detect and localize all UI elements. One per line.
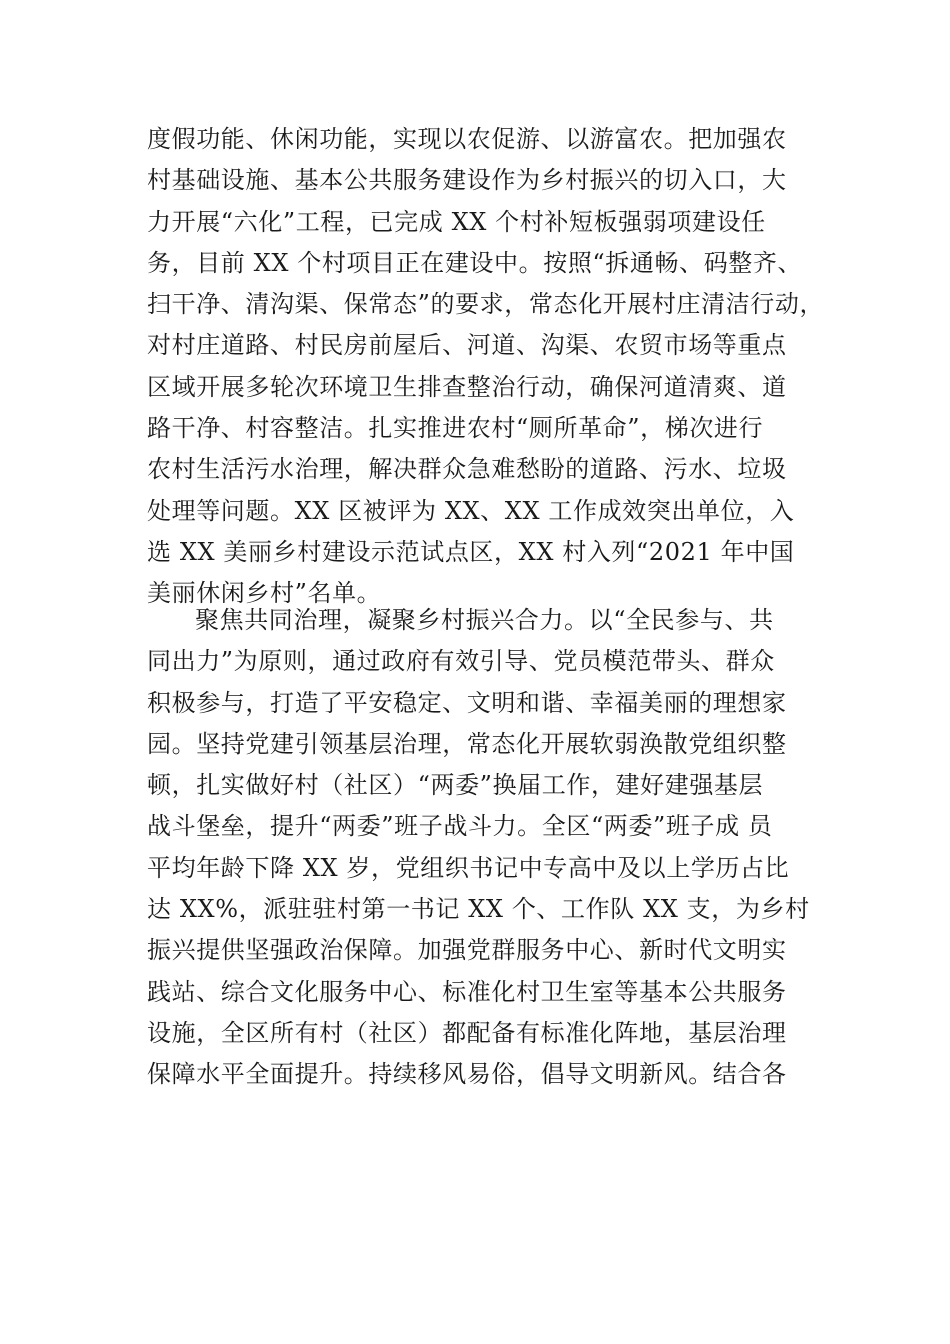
paragraph-line: 践站、综合文化服务中心、标准化村卫生室等基本公共服务 bbox=[147, 977, 787, 1006]
paragraph-line: 同出力”为原则，通过政府有效引导、党员模范带头、群众 bbox=[147, 647, 775, 676]
paragraph-line: 村基础设施、基本公共服务建设作为乡村振兴的切入口，大 bbox=[147, 166, 787, 195]
paragraph-line: 农村生活污水治理，解决群众急难愁盼的道路、污水、垃圾 bbox=[147, 455, 787, 484]
paragraph-line: 达 XX%，派驻驻村第一书记 XX 个、工作队 XX 支，为乡村 bbox=[147, 895, 810, 924]
paragraph-line: 路干净、村容整洁。扎实推进农村“厕所革命”，梯次进行 bbox=[147, 414, 764, 443]
paragraph-line: 力开展“六化”工程，已完成 XX 个村补短板强弱项建设任 bbox=[147, 207, 766, 236]
paragraph-line: 战斗堡垒，提升“两委”班子战斗力。全区“两委”班子成 员 bbox=[147, 812, 773, 841]
paragraph-line: 处理等问题。XX 区被评为 XX、XX 工作成效突出单位，入 bbox=[147, 496, 795, 525]
paragraph-line: 度假功能、休闲功能，实现以农促游、以游富农。把加强农 bbox=[147, 125, 787, 153]
paragraph-line: 振兴提供坚强政治保障。加强党群服务中心、新时代文明实 bbox=[147, 936, 787, 965]
paragraph-line: 平均年龄下降 XX 岁，党组织书记中专高中及以上学历占比 bbox=[147, 853, 790, 882]
paragraph-line: 积极参与，打造了平安稳定、文明和谐、幸福美丽的理想家 bbox=[147, 688, 787, 717]
paragraph-line: 区域开展多轮次环境卫生排查整治行动，确保河道清爽、道 bbox=[147, 372, 787, 401]
paragraph-line: 保障水平全面提升。持续移风易俗，倡导文明新风。结合各 bbox=[147, 1060, 787, 1089]
paragraph-line: 设施，全区所有村（社区）都配备有标准化阵地，基层治理 bbox=[147, 1018, 787, 1047]
paragraph-line-first: 聚焦共同治理，凝聚乡村振兴合力。以“全民参与、共 bbox=[195, 606, 774, 634]
paragraph-line: 对村庄道路、村民房前屋后、河道、沟渠、农贸市场等重点 bbox=[147, 331, 787, 360]
paragraph-line: 顿，扎实做好村（社区）“两委”换届工作，建好建强基层 bbox=[147, 771, 764, 800]
paragraph-line: 务，目前 XX 个村项目正在建设中。按照“拆通畅、码整齐、 bbox=[147, 248, 803, 277]
paragraph-line: 美丽休闲乡村”名单。 bbox=[147, 579, 382, 608]
paragraph-1 bbox=[147, 119, 825, 615]
paragraph-line: 扫干净、清沟渠、保常态”的要求，常态化开展村庄清洁行动， bbox=[147, 290, 825, 319]
paragraph-line: 园。坚持党建引领基层治理，常态化开展软弱涣散党组织整 bbox=[147, 729, 787, 758]
paragraph-line: 选 XX 美丽乡村建设示范试点区，XX 村入列“2021 年中国 bbox=[147, 537, 795, 566]
paragraph-2 bbox=[147, 600, 817, 1096]
